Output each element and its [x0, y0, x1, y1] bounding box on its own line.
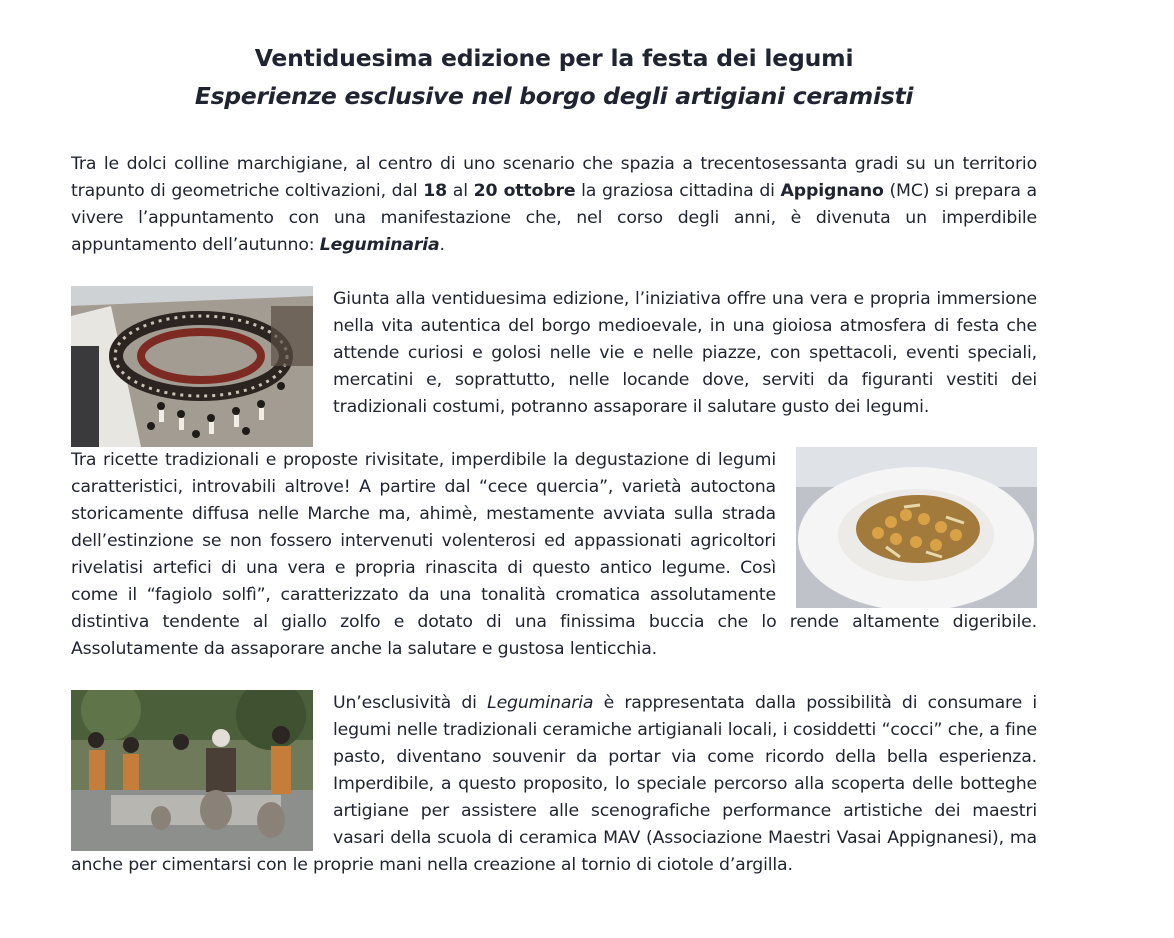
folk-dance-photo	[71, 286, 313, 447]
date-start: 18	[423, 181, 448, 201]
text-run: la graziosa cittadina di	[575, 181, 781, 201]
section-legumes	[71, 447, 1037, 663]
date-end: 20 ottobre	[473, 181, 576, 201]
chickpea-dish-photo-image	[796, 447, 1037, 608]
paragraph-intro	[71, 151, 1037, 259]
section-ceramics	[71, 690, 1037, 879]
text-run: al	[447, 181, 474, 201]
text-run: Tra le dolci colline marchigiane, al centro di uno scenario che spazia a trecentosessanta gradi su un territorio trapunto di geometriche coltivazioni, dal	[71, 154, 1037, 201]
event-name: Leguminaria	[319, 235, 440, 255]
paragraph-dance: Giunta alla ventiduesima edizione, l’iniziativa offre una vera e propria immersione nella vita autentica del borgo medioevale, in una gioiosa atmosfera di festa che attende curiosi e golosi nelle vie e nelle piazze, con spettacoli, eventi speciali, mercatini e, soprattutto, nelle locande dove, serviti da figuranti vestiti dei tradizionali costumi, potranno assaporare il salutare gusto dei legumi.	[333, 289, 1037, 417]
article-title: Ventiduesima edizione per la festa dei legumi	[254, 44, 854, 72]
potters-photo	[71, 690, 313, 851]
paragraph-legumes: Tra ricette tradizionali e proposte rivisitate, imperdibile la degustazione di legumi caratteristici, introvabili altrove! A partire dal “cece quercia”, varietà autoctona storicamente diffusa nelle Marche ma, ahimè, mestamente avviata sulla strada dell’estinzione se non fossero intervenuti volenterosi ed appassionati agricoltori rivelatisi artefici di una vera e propria rinascita di questo antico legume. Così come il “fagiolo solfì”, caratterizzato da una tonalità cromatica assolutamente distintiva tendente al giallo zolfo e dotato di una finissima buccia che lo rende altamente digeribile. Assolutamente da assaporare anche la salutare e gustosa lenticchia.	[71, 450, 1037, 659]
section-dance	[71, 286, 1037, 447]
folk-dance-photo-image	[71, 286, 313, 447]
article-body	[71, 151, 1037, 879]
text-run: .	[439, 235, 445, 255]
event-name: Leguminaria	[487, 693, 594, 713]
text-run: Un’esclusività di	[333, 693, 488, 713]
text-run: è rappresentata dalla possibilità di consumare i legumi nelle tradizionali ceramiche artigianali locali, i cosiddetti “cocci” che, a fine pasto, diventano souvenir da portar via come ricordo della bella esperienza. Imperdibile, a questo proposito, lo speciale percorso alla scoperta delle botteghe artigiane per assistere alle scenografiche performance artistiche dei maestri vasari della scuola di ceramica MAV (Associazione Maestri Vasai Appignanesi), ma anche per cimentarsi con le proprie mani nella creazione al tornio di ciotole d’argilla.	[71, 693, 1037, 875]
text-run: (MC) si prepara a vivere l’appuntamento con una manifestazione che, nel corso degli anni, è divenuta un imperdibile appuntamento dell’autunno:	[71, 181, 1037, 255]
chickpea-dish-photo	[796, 447, 1037, 608]
potters-photo-image	[71, 690, 313, 851]
article-subtitle: Esperienze esclusive nel borgo degli artigiani ceramisti	[194, 82, 914, 110]
town-name: Appignano	[780, 181, 884, 201]
